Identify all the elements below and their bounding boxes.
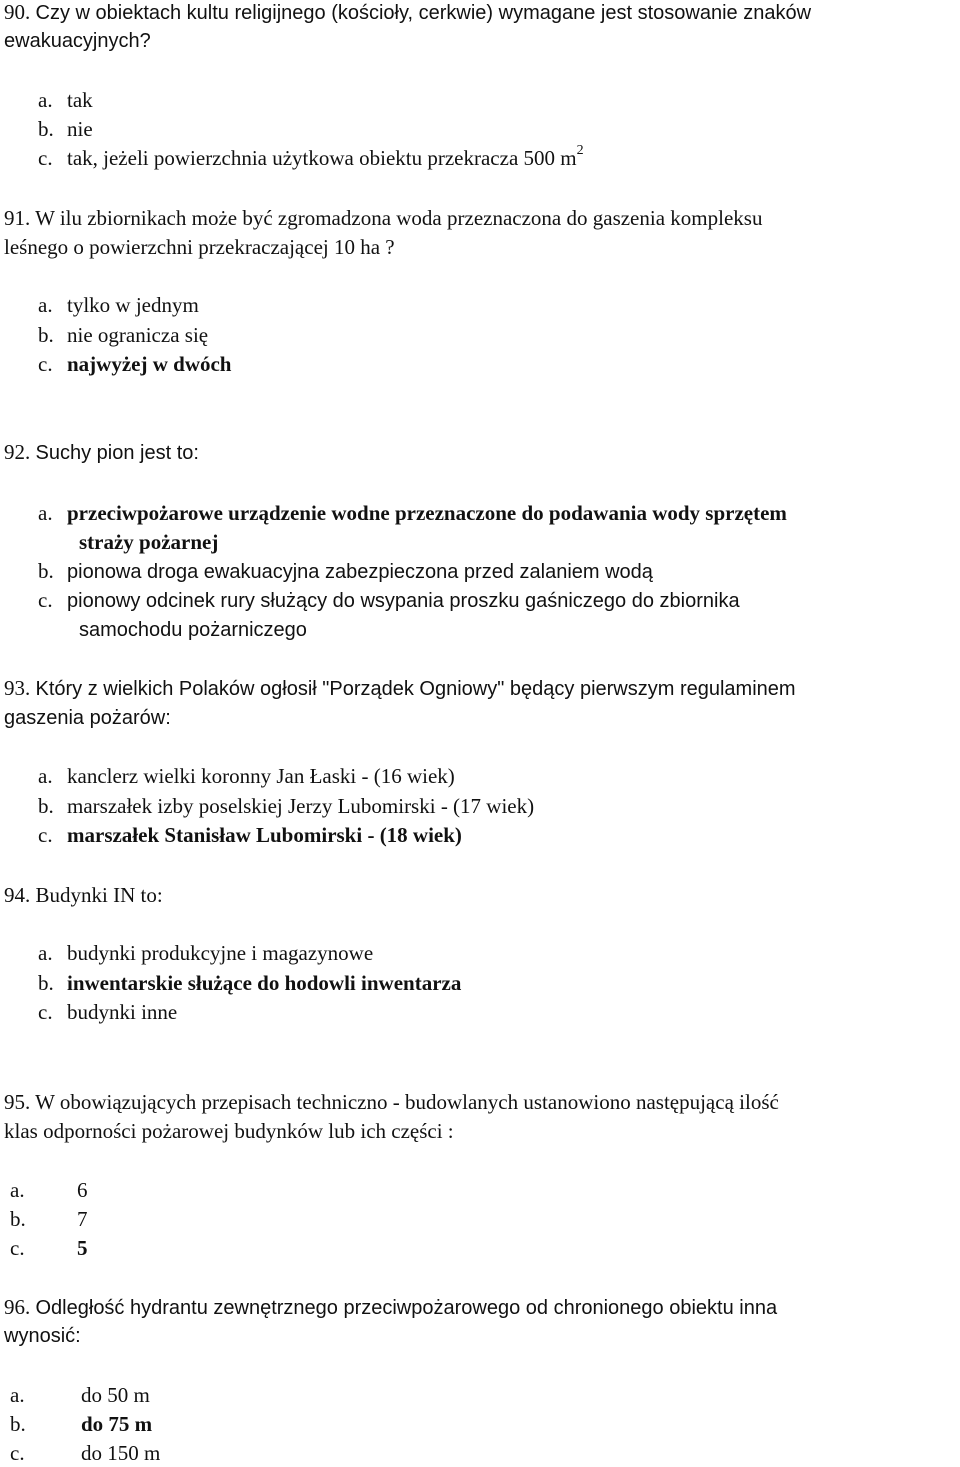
question-92-number: 92.	[4, 440, 31, 464]
question-95-text-line2: klas odporności pożarowej budynków lub ich części :	[4, 1119, 454, 1143]
question-95-number: 95.	[4, 1090, 31, 1114]
question-92-answer-a-line2: straży pożarnej	[79, 530, 219, 554]
question-96-answer-c: c. do 150 m	[10, 1441, 161, 1465]
question-90-text: Czy w obiektach kultu religijnego (kościoły, cerkwie) wymagane jest stosowanie znaków	[35, 2, 812, 24]
question-93-answer-c: c. marszałek Stanisław Lubomirski - (18 wiek)	[38, 823, 462, 847]
question-95-text: W obowiązujących przepisach techniczno - budowlanych ustanowiono następującą ilość	[35, 1090, 779, 1114]
question-91-number: 91.	[4, 206, 31, 230]
question-96-text-line1	[4, 1294, 777, 1321]
question-94-answer-b: b. inwentarskie służące do hodowli inwentarza	[38, 971, 462, 995]
question-91-text: W ilu zbiornikach może być zgromadzona woda przeznaczona do gaszenia kompleksu	[35, 206, 763, 230]
question-95-answer-b: b. 7	[10, 1207, 88, 1231]
question-94-text: Budynki IN to:	[35, 883, 163, 907]
question-96-number: 96.	[4, 1295, 31, 1319]
question-96-answer-a: a. do 50 m	[10, 1383, 150, 1407]
question-90-answer-a: a. tak	[38, 88, 93, 112]
question-94-text-line1	[4, 882, 163, 908]
question-95-answer-c: c. 5	[10, 1236, 88, 1260]
question-90-answer-c: c. tak, jeżeli powierzchnia użytkowa obiektu przekracza 500 $m^2$	[38, 143, 584, 170]
question-90-text-line2: ewakuacyjnych?	[4, 30, 151, 52]
question-93-answer-b: b. marszałek izby poselskiej Jerzy Lubomirski - (17 wiek)	[38, 794, 535, 818]
question-91-text-line2: leśnego o powierzchni przekraczającej 10 ha ?	[4, 235, 395, 259]
question-92-answer-b: b. pionowa droga ewakuacyjna zabezpieczona przed zalaniem wodą	[38, 559, 653, 583]
question-90-number: 90.	[4, 0, 31, 24]
question-93-text: Który z wielkich Polaków ogłosił "Porządek Ogniowy" będący pierwszym regulaminem	[35, 678, 796, 700]
question-94-number: 94.	[4, 883, 31, 907]
question-91-answer-a: a. tylko w jednym	[38, 293, 199, 317]
question-96-text-line2: wynosić:	[4, 1325, 81, 1347]
question-96-text: Odległość hydrantu zewnętrznego przeciwpożarowego od chronionego obiektu inna	[35, 1297, 778, 1319]
question-92-text: Suchy pion jest to:	[35, 442, 199, 464]
question-92-text-line1	[4, 439, 199, 466]
question-93-text-line2: gaszenia pożarów:	[4, 707, 171, 729]
question-91-text-line1	[4, 205, 762, 231]
question-90-text-line1	[4, 0, 811, 26]
question-96-answer-b: b. do 75 m	[10, 1412, 153, 1436]
question-95-text-line1	[4, 1089, 779, 1115]
question-93-number: 93.	[4, 676, 31, 700]
superscript-two: 2	[576, 143, 584, 158]
question-92-answer-a-line1: a. przeciwpożarowe urządzenie wodne przeznaczone do podawania wody sprzętem	[38, 501, 787, 525]
question-95-answer-a: a. 6	[10, 1178, 88, 1202]
question-91-answer-b: b. nie ogranicza się	[38, 323, 209, 347]
question-93-text-line1	[4, 675, 796, 702]
question-90-answer-b: b. nie	[38, 117, 93, 141]
question-91-answer-c: c. najwyżej w dwóch	[38, 352, 232, 376]
question-94-answer-a: a. budynki produkcyjne i magazynowe	[38, 941, 374, 965]
question-93-answer-a: a. kanclerz wielki koronny Jan Łaski - (16 wiek)	[38, 764, 455, 788]
question-92-answer-c-line1: c. pionowy odcinek rury służący do wsypania proszku gaśniczego do zbiornika	[38, 588, 740, 612]
question-94-answer-c: c. budynki inne	[38, 1000, 178, 1024]
question-92-answer-c-line2: samochodu pożarniczego	[79, 619, 307, 641]
